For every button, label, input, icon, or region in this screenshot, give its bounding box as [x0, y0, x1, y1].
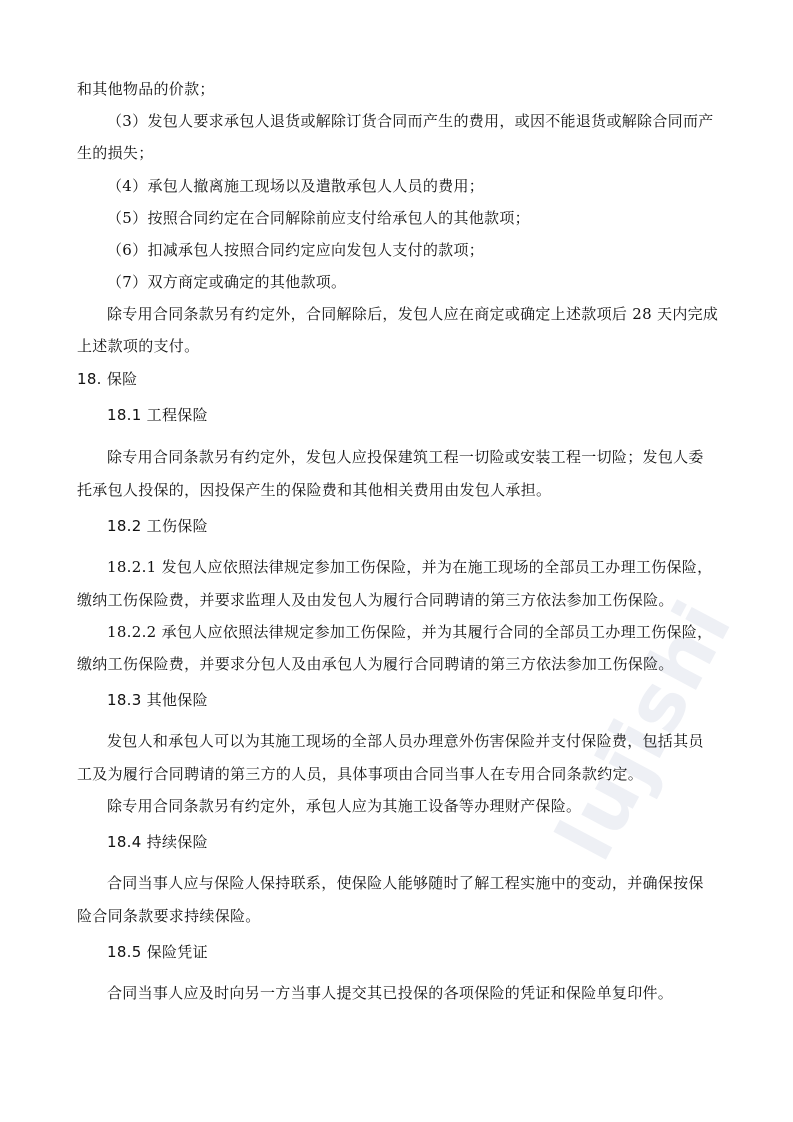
text-line: 18.2.1 发包人应依照法律规定参加工伤保险，并为在施工现场的全部员工办理工伤保险，	[107, 558, 713, 576]
text-line: 上述款项的支付。	[77, 337, 200, 355]
text-line: 发包人和承包人可以为其施工现场的全部人员办理意外伤害保险并支付保险费，包括其员	[107, 732, 704, 750]
subsection-heading: 18.2 工伤保险	[107, 517, 208, 535]
subsection-heading: 18.5 保险凭证	[107, 943, 208, 961]
text-line: （7）双方商定或确定的其他款项。	[107, 273, 347, 291]
text-line: （6）扣减承包人按照合同约定应向发包人支付的款项；	[107, 241, 485, 259]
text-line: 除专用合同条款另有约定外，合同解除后，发包人应在商定或确定上述款项后 28 天内完成	[107, 305, 719, 323]
text-line: 除专用合同条款另有约定外，承包人应为其施工设备等办理财产保险。	[107, 797, 582, 815]
subsection-heading: 18.4 持续保险	[107, 833, 208, 851]
text-line: 和其他物品的价款；	[77, 80, 215, 98]
text-line: 缴纳工伤保险费，并要求分包人及由承包人为履行合同聘请的第三方依法参加工伤保险。	[77, 655, 674, 673]
subsection-heading: 18.3 其他保险	[107, 691, 208, 709]
text-line: 除专用合同条款另有约定外，发包人应投保建筑工程一切险或安装工程一切险；发包人委	[107, 448, 704, 466]
watermark: lujishi	[540, 586, 751, 875]
text-line: 工及为履行合同聘请的第三方的人员，具体事项由合同当事人在专用合同条款约定。	[77, 765, 644, 783]
text-line: 合同当事人应及时向另一方当事人提交其已投保的各项保险的凭证和保险单复印件。	[107, 984, 674, 1002]
subsection-heading: 18.1 工程保险	[107, 406, 208, 424]
text-line: 缴纳工伤保险费，并要求监理人及由发包人为履行合同聘请的第三方依法参加工伤保险。	[77, 591, 674, 609]
text-line: 生的损失；	[77, 144, 154, 162]
text-line: （3）发包人要求承包人退货或解除订货合同而产生的费用，或因不能退货或解除合同而产	[107, 112, 714, 130]
text-line: （4）承包人撤离施工现场以及遣散承包人人员的费用；	[107, 177, 485, 195]
text-line: 托承包人投保的，因投保产生的保险费和其他相关费用由发包人承担。	[77, 481, 552, 499]
text-line: 合同当事人应与保险人保持联系，使保险人能够随时了解工程实施中的变动，并确保按保	[107, 874, 704, 892]
text-line: 18.2.2 承包人应依照法律规定参加工伤保险，并为其履行合同的全部员工办理工伤保险，	[107, 623, 713, 641]
section-heading: 18. 保险	[77, 370, 138, 388]
text-line: （5）按照合同约定在合同解除前应支付给承包人的其他款项；	[107, 209, 530, 227]
text-line: 险合同条款要求持续保险。	[77, 907, 261, 925]
